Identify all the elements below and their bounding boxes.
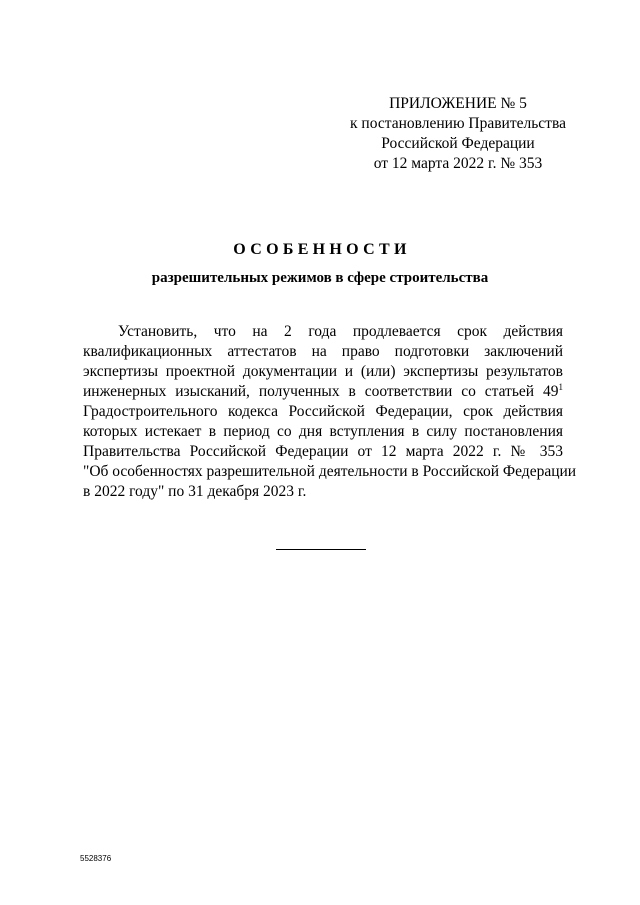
appendix-block <box>330 94 586 174</box>
body-line: "Об особенностях разрешительной деятельности в Российской Федерации <box>83 463 577 480</box>
body-line: Правительства Российской Федерации от 12 марта 2022 г. № 353 <box>83 443 563 460</box>
body-line: Градостроительного кодекса Российской Федерации, срок действия <box>83 403 563 420</box>
appendix-date-number: от 12 марта 2022 г. № 353 <box>373 155 543 172</box>
body-line: Установить, что на 2 года продлевается срок действия <box>118 323 563 340</box>
body-line-with-footnote <box>83 382 563 402</box>
document-title: ОСОБЕННОСТИ <box>233 241 411 258</box>
document-subtitle: разрешительных режимов в сфере строительства <box>151 270 489 286</box>
appendix-reference: к постановлению Правительства <box>350 115 566 132</box>
body-line: квалификационных аттестатов на право подготовки заключений <box>83 343 563 360</box>
appendix-number: ПРИЛОЖЕНИЕ № 5 <box>389 95 527 112</box>
body-paragraph <box>83 322 577 502</box>
separator-line <box>276 549 366 550</box>
body-line-text: инженерных изысканий, полученных в соответствии со статьей 49 <box>83 383 559 400</box>
body-line: экспертизы проектной документации и (или) экспертизы результатов <box>83 363 563 380</box>
appendix-government: Российской Федерации <box>381 135 535 152</box>
body-line: которых истекает в период со дня вступления в силу постановления <box>83 423 563 440</box>
footnote-superscript: 1 <box>558 382 563 392</box>
document-code: 5528376 <box>80 854 112 863</box>
body-line: в 2022 году" по 31 декабря 2023 г. <box>83 483 307 500</box>
